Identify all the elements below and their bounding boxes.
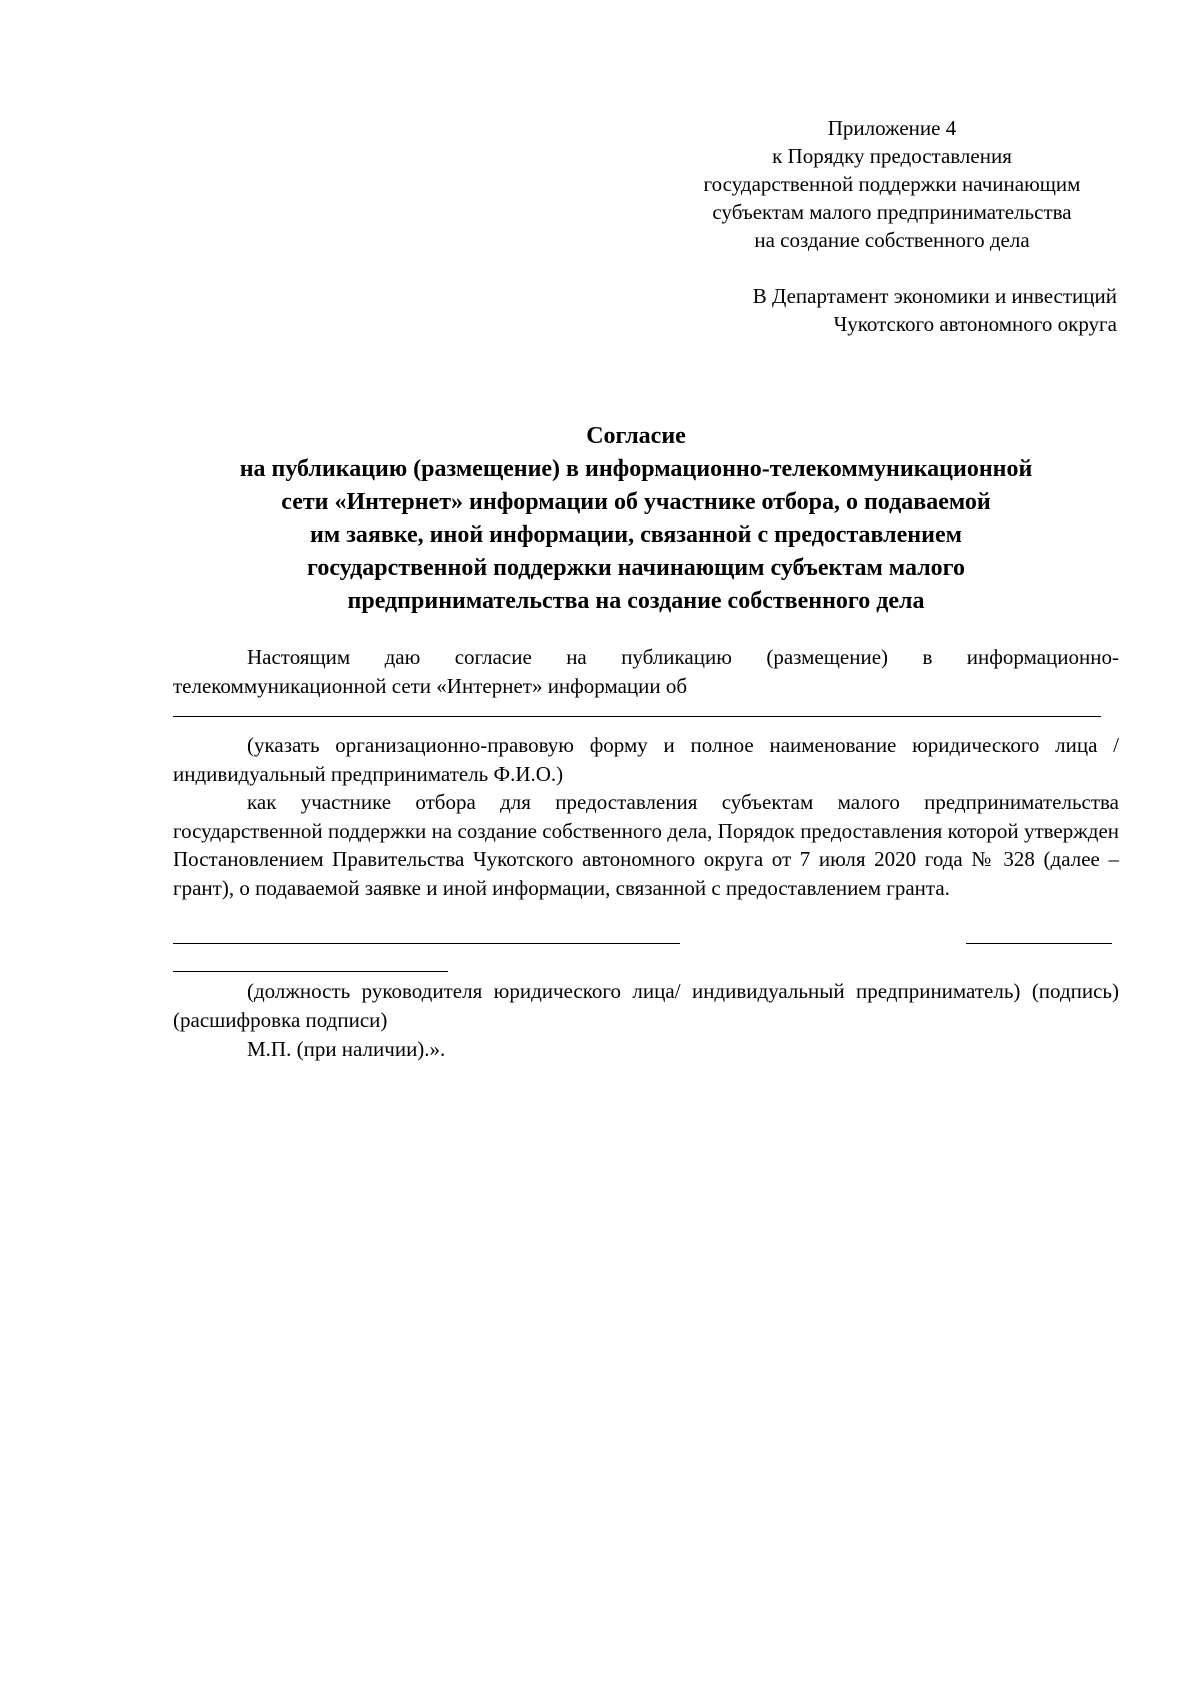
consent-paragraph: Настоящим даю согласие на публикацию (размещение) в информационно-телекоммуникационной сети «Интернет» информации об — [173, 645, 1119, 698]
annex-line: к Порядку предоставления — [772, 144, 1012, 168]
document-title — [160, 420, 1112, 618]
signature-decode-line — [173, 971, 448, 972]
addressee-line: Чукотского автономного округа — [833, 312, 1117, 336]
title-line: Согласие — [586, 423, 686, 449]
addressee-block — [753, 282, 1117, 338]
stamp-note: М.П. (при наличии).». — [247, 1037, 446, 1061]
entity-note: (указать организационно-правовую форму и полное наименование юридического лица / индивидуальный предприниматель Ф.И.О.) — [173, 733, 1119, 786]
signature-note: (должность руководителя юридического лица/ индивидуальный предприниматель) (подпись) (расшифровка подписи) — [173, 979, 1119, 1032]
signature-line — [966, 943, 1112, 944]
title-line: сети «Интернет» информации об участнике отбора, о подаваемой — [281, 489, 991, 515]
annex-line: Приложение 4 — [827, 116, 957, 140]
annex-line: на создание собственного дела — [754, 228, 1030, 252]
title-line: им заявке, иной информации, связанной с предоставлением — [310, 522, 962, 548]
annex-header — [672, 114, 1112, 254]
entity-name-line — [173, 716, 1101, 717]
participant-paragraph: как участнике отбора для предоставления субъектам малого предпринимательства государственной поддержки на создание собственного дела, Порядок предоставления которой утвержден Постановлением Правительства Чукотского автономного округа от 7 июля 2020 года № 328 (далее – грант), о подаваемой заявке и иной информации, связанной с предоставлением гранта. — [173, 790, 1119, 900]
position-signature-line — [173, 943, 680, 944]
annex-line: субъектам малого предпринимательства — [712, 200, 1072, 224]
title-line: государственной поддержки начинающим субъектам малого — [307, 555, 965, 581]
title-line: предпринимательства на создание собственного дела — [347, 588, 925, 614]
addressee-line: В Департамент экономики и инвестиций — [752, 284, 1117, 308]
annex-line: государственной поддержки начинающим — [703, 172, 1081, 196]
title-line: на публикацию (размещение) в информационно-телекоммуникационной — [239, 456, 1033, 482]
